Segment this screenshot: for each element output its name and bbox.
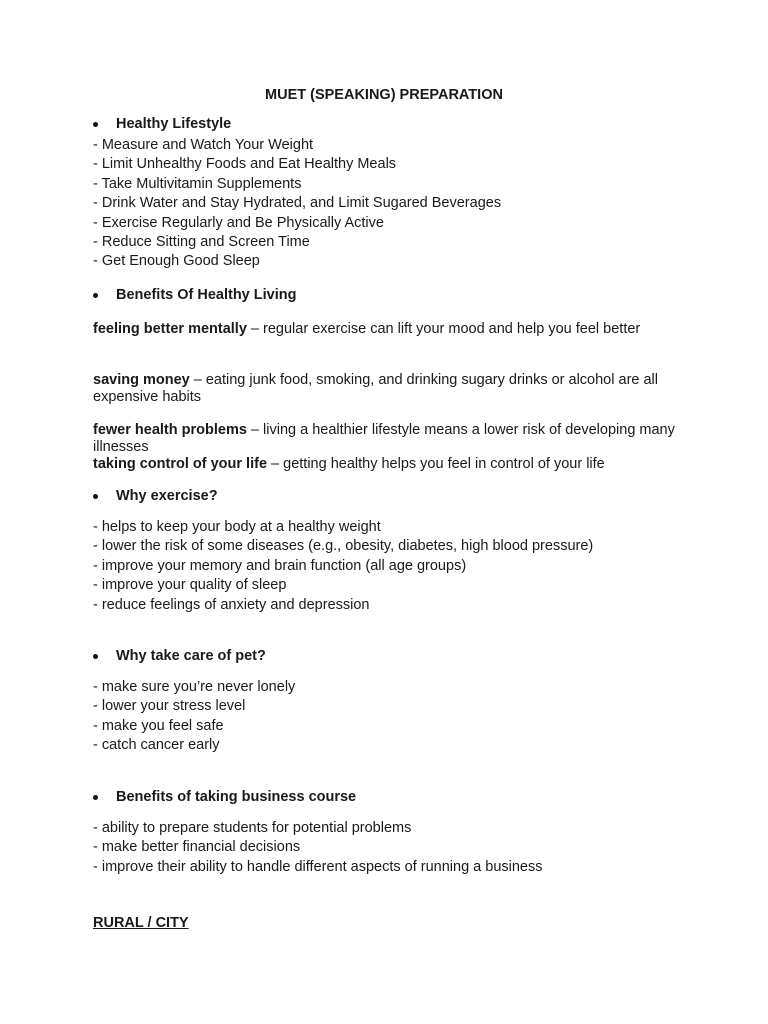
benefit-text: – getting healthy helps you feel in control of your life [267, 456, 605, 472]
bullet-icon [93, 293, 98, 298]
list-item: - make sure you’re never lonely [93, 679, 296, 695]
benefit-text: – living a healthier lifestyle means a lower risk of developing many illnesses [93, 422, 675, 455]
section-heading-benefits-healthy-living [93, 287, 296, 303]
section-heading-why-pet [93, 648, 266, 664]
heading-text: Why take care of pet? [116, 648, 266, 664]
document-title: MUET (SPEAKING) PREPARATION [265, 87, 503, 103]
why-exercise-list [93, 518, 593, 615]
benefit-paragraph [93, 456, 683, 473]
list-item: - Get Enough Good Sleep [93, 253, 260, 270]
bullet-icon [93, 795, 98, 800]
list-item: - Limit Unhealthy Foods and Eat Healthy Meals [93, 156, 397, 173]
bullet-icon [93, 654, 98, 659]
benefit-text: – regular exercise can lift your mood and help you feel better [246, 321, 641, 337]
heading-text: Benefits Of Healthy Living [116, 287, 297, 303]
benefit-term: feeling better mentally [93, 321, 247, 337]
heading-text: Why exercise? [116, 488, 218, 504]
list-item: - lower the risk of some diseases (e.g., obesity, diabetes, high blood pressure) [93, 538, 594, 555]
list-item: - Measure and Watch Your Weight [93, 137, 314, 153]
benefit-term: saving money [93, 372, 190, 388]
business-course-list [93, 819, 543, 877]
list-item: - improve their ability to handle different aspects of running a business [93, 858, 543, 875]
benefit-paragraph [93, 372, 683, 406]
list-item: - improve your quality of sleep [93, 577, 287, 594]
heading-text: Benefits of taking business course [116, 789, 357, 805]
list-item: - make better financial decisions [93, 839, 301, 856]
list-item: - Drink Water and Stay Hydrated, and Limit Sugared Beverages [93, 195, 502, 212]
list-item: - Take Multivitamin Supplements [93, 175, 302, 192]
benefit-text: – eating junk food, smoking, and drinking sugary drinks or alcohol are all expensive habits [93, 372, 658, 405]
list-item: - helps to keep your body at a healthy weight [93, 519, 381, 535]
list-item: - make you feel safe [93, 717, 224, 734]
bullet-icon [93, 494, 98, 499]
list-item: - lower your stress level [93, 698, 246, 715]
list-item: - Reduce Sitting and Screen Time [93, 233, 310, 250]
benefit-paragraph [93, 422, 683, 456]
section-heading-healthy-lifestyle [93, 116, 231, 132]
section-heading-rural-city: RURAL / CITY [93, 915, 189, 931]
list-item: - Exercise Regularly and Be Physically Active [93, 214, 384, 231]
section-heading-business-course [93, 789, 356, 805]
list-item: - ability to prepare students for potential problems [93, 820, 412, 836]
benefit-term: taking control of your life [93, 456, 268, 472]
list-item: - improve your memory and brain function (all age groups) [93, 557, 467, 574]
list-item: - reduce feelings of anxiety and depression [93, 596, 370, 613]
healthy-lifestyle-list [93, 136, 501, 272]
why-pet-list [93, 678, 295, 756]
heading-text: Healthy Lifestyle [116, 116, 232, 132]
section-heading-why-exercise [93, 488, 218, 504]
benefit-paragraph [93, 321, 683, 338]
list-item: - catch cancer early [93, 737, 220, 754]
bullet-icon [93, 122, 98, 127]
benefit-term: fewer health problems [93, 422, 247, 438]
